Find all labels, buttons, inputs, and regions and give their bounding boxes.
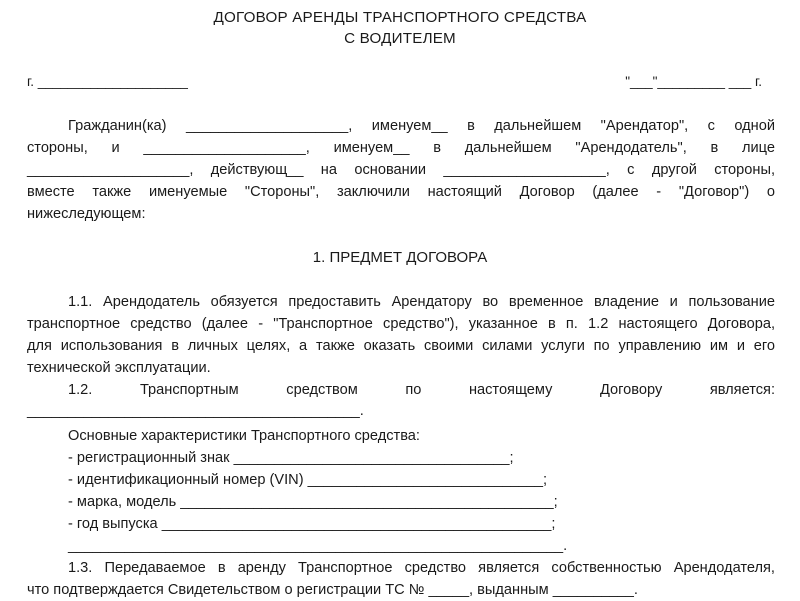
clause-1-1-line: транспортное средство (далее - "Транспортное средство"), указанное в п. 1.2 настоящего Договора, — [27, 316, 775, 332]
clause-1-2-line: 1.2. Транспортным средством по настоящему Договору является: — [68, 382, 775, 398]
document-subtitle: С ВОДИТЕЛЕМ — [344, 30, 456, 47]
preamble-line: нижеследующем: — [27, 206, 146, 222]
characteristic-item: _____________________________________________________________. — [68, 538, 568, 554]
preamble-line: вместе также именуемые "Стороны", заключили настоящий Договор (далее - "Договор") о — [27, 184, 775, 200]
characteristic-item: - регистрационный знак __________________________________; — [68, 450, 514, 466]
date-field: "___"_________ ___ г. — [625, 74, 762, 89]
characteristic-item: - год выпуска ________________________________________________; — [68, 516, 556, 532]
clause-1-1-line: технической эксплуатации. — [27, 360, 211, 376]
clause-1-3-line: что подтверждается Свидетельством о регистрации ТС № _____, выданным __________. — [27, 582, 638, 598]
section-title: 1. ПРЕДМЕТ ДОГОВОРА — [312, 249, 488, 266]
clause-1-3-line: 1.3. Передаваемое в аренду Транспортное средство является собственностью Арендодателя, — [68, 560, 775, 576]
characteristics-heading: Основные характеристики Транспортного средства: — [68, 428, 420, 444]
place-field: г. ____________________ — [27, 74, 188, 89]
preamble-line: стороны, и ____________________, именуем__ в дальнейшем "Арендодатель", в лице — [27, 140, 775, 156]
characteristic-item: - марка, модель ______________________________________________; — [68, 494, 558, 510]
clause-1-1-line: 1.1. Арендодатель обязуется предоставить Арендатору во временное владение и пользование — [68, 294, 775, 310]
document-title: ДОГОВОР АРЕНДЫ ТРАНСПОРТНОГО СРЕДСТВА — [213, 9, 587, 26]
preamble-line: ____________________, действующ__ на основании ____________________, с другой стороны, — [27, 162, 775, 178]
characteristic-item: - идентификационный номер (VIN) _____________________________; — [68, 472, 548, 488]
clause-1-1-line: для использования в личных целях, а также оказать своими силами услуги по управлению им и его — [27, 338, 775, 354]
preamble-line: Гражданин(ка) ____________________, именуем__ в дальнейшем "Арендатор", с одной — [68, 118, 775, 134]
clause-1-2-blank: _________________________________________. — [27, 403, 364, 419]
